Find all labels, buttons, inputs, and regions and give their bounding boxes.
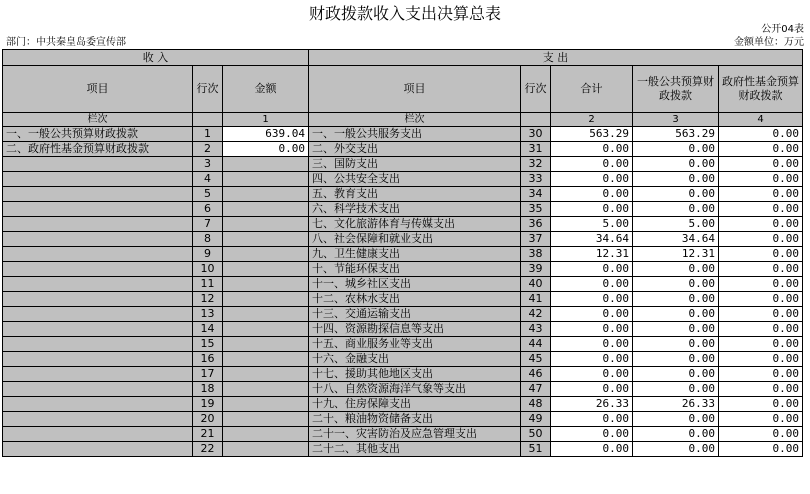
income-amount-cell (223, 277, 309, 292)
expense-row-no-cell: 38 (521, 247, 551, 262)
table-row (3, 427, 803, 442)
income-lanci-label: 栏次 (3, 113, 193, 127)
expense-row-no-cell: 42 (521, 307, 551, 322)
income-amount-cell (223, 202, 309, 217)
total-cell: 0.00 (551, 187, 633, 202)
expense-item-cell: 十七、援助其他地区支出 (309, 367, 521, 382)
table-row (3, 412, 803, 427)
income-row-no-cell: 2 (193, 142, 223, 157)
general-budget-cell: 0.00 (633, 142, 719, 157)
table-row (3, 202, 803, 217)
expense-row-no-cell: 47 (521, 382, 551, 397)
general-budget-cell: 0.00 (633, 202, 719, 217)
table-row (3, 337, 803, 352)
income-row-no-cell: 10 (193, 262, 223, 277)
total-cell: 5.00 (551, 217, 633, 232)
gov-fund-cell: 0.00 (719, 292, 803, 307)
income-amount-cell (223, 382, 309, 397)
income-row-no-cell: 17 (193, 367, 223, 382)
unit-label: 金额单位：万元 (734, 37, 804, 48)
income-item-cell (3, 247, 193, 262)
income-row-no-cell: 5 (193, 187, 223, 202)
expense-item-cell: 二十、粮油物资储备支出 (309, 412, 521, 427)
total-cell: 0.00 (551, 277, 633, 292)
income-row-no-cell: 13 (193, 307, 223, 322)
gov-fund-cell: 0.00 (719, 307, 803, 322)
income-lanci-blank (193, 113, 223, 127)
expense-row-no-cell: 48 (521, 397, 551, 412)
income-amount-cell (223, 337, 309, 352)
income-row-no-cell: 4 (193, 172, 223, 187)
general-budget-cell: 0.00 (633, 307, 719, 322)
expense-item-cell: 七、文化旅游体育与传媒支出 (309, 217, 521, 232)
income-row-no-cell: 1 (193, 127, 223, 142)
income-item-cell (3, 307, 193, 322)
table-row (3, 442, 803, 457)
gov-fund-cell: 0.00 (719, 322, 803, 337)
income-item-cell (3, 382, 193, 397)
total-cell: 0.00 (551, 322, 633, 337)
general-budget-cell: 0.00 (633, 412, 719, 427)
general-budget-cell: 12.31 (633, 247, 719, 262)
table-row (3, 307, 803, 322)
expense-item-cell: 二十一、灾害防治及应急管理支出 (309, 427, 521, 442)
income-amount-cell (223, 187, 309, 202)
expense-row-no-cell: 50 (521, 427, 551, 442)
income-row-no-cell: 11 (193, 277, 223, 292)
income-row-no-cell: 15 (193, 337, 223, 352)
gov-fund-cell: 0.00 (719, 412, 803, 427)
expense-row-no-cell: 34 (521, 187, 551, 202)
income-item-cell (3, 292, 193, 307)
gov-fund-cell: 0.00 (719, 442, 803, 457)
income-amount-cell (223, 247, 309, 262)
expense-item-cell: 十二、农林水支出 (309, 292, 521, 307)
gov-fund-cell: 0.00 (719, 262, 803, 277)
income-item-cell (3, 157, 193, 172)
income-item-cell (3, 442, 193, 457)
general-budget-cell: 0.00 (633, 337, 719, 352)
income-item-cell (3, 412, 193, 427)
total-header: 合计 (551, 66, 633, 113)
income-amount-cell (223, 307, 309, 322)
income-amount-header: 金额 (223, 66, 309, 113)
gov-fund-cell: 0.00 (719, 352, 803, 367)
expense-item-cell: 九、卫生健康支出 (309, 247, 521, 262)
gov-fund-cell: 0.00 (719, 232, 803, 247)
expense-row-no-cell: 43 (521, 322, 551, 337)
total-cell: 12.31 (551, 247, 633, 262)
general-budget-cell: 0.00 (633, 442, 719, 457)
expense-item-cell: 二、外交支出 (309, 142, 521, 157)
expense-row-no-cell: 39 (521, 262, 551, 277)
income-amount-cell (223, 157, 309, 172)
total-cell: 0.00 (551, 442, 633, 457)
expense-row-no-cell: 41 (521, 292, 551, 307)
general-budget-cell: 0.00 (633, 382, 719, 397)
expense-lanci-blank (521, 113, 551, 127)
income-row-no-cell: 6 (193, 202, 223, 217)
income-amount-cell (223, 292, 309, 307)
income-item-cell (3, 262, 193, 277)
income-item-cell (3, 352, 193, 367)
gov-fund-cell: 0.00 (719, 187, 803, 202)
income-item-header: 项目 (3, 66, 193, 113)
income-amount-cell (223, 367, 309, 382)
expense-item-cell: 十六、金融支出 (309, 352, 521, 367)
table-row (3, 262, 803, 277)
table-row (3, 367, 803, 382)
income-row-no-cell: 12 (193, 292, 223, 307)
total-cell: 0.00 (551, 157, 633, 172)
total-cell: 0.00 (551, 382, 633, 397)
income-item-cell (3, 232, 193, 247)
table-row (3, 232, 803, 247)
general-budget-cell: 0.00 (633, 187, 719, 202)
expense-item-cell: 十四、资源勘探信息等支出 (309, 322, 521, 337)
income-item-cell (3, 337, 193, 352)
expense-item-cell: 十、节能环保支出 (309, 262, 521, 277)
expense-row-no-cell: 44 (521, 337, 551, 352)
expense-row-no-cell: 31 (521, 142, 551, 157)
table-row (3, 172, 803, 187)
general-budget-cell: 0.00 (633, 262, 719, 277)
expense-row-no-cell: 35 (521, 202, 551, 217)
income-amount-cell (223, 322, 309, 337)
expense-item-cell: 二十二、其他支出 (309, 442, 521, 457)
general-budget-header: 一般公共预算财政拨款 (633, 66, 719, 113)
income-item-cell (3, 187, 193, 202)
income-row-no-cell: 22 (193, 442, 223, 457)
expense-row-no-cell: 51 (521, 442, 551, 457)
expense-row-no-cell: 40 (521, 277, 551, 292)
table-row (3, 322, 803, 337)
gov-fund-cell: 0.00 (719, 157, 803, 172)
income-row-no-header: 行次 (193, 66, 223, 113)
table-row (3, 157, 803, 172)
gov-fund-cell: 0.00 (719, 382, 803, 397)
income-amount-cell (223, 232, 309, 247)
income-row-no-cell: 21 (193, 427, 223, 442)
table-row (3, 292, 803, 307)
form-number: 公开04表 (761, 24, 804, 35)
total-cell: 0.00 (551, 427, 633, 442)
income-amount-cell (223, 442, 309, 457)
total-cell: 0.00 (551, 352, 633, 367)
expense-row-no-header: 行次 (521, 66, 551, 113)
expense-row-no-cell: 49 (521, 412, 551, 427)
gov-fund-cell: 0.00 (719, 127, 803, 142)
table-row (3, 352, 803, 367)
general-budget-cell: 34.64 (633, 232, 719, 247)
total-cell: 0.00 (551, 367, 633, 382)
income-amount-cell (223, 427, 309, 442)
income-amount-cell (223, 397, 309, 412)
expense-row-no-cell: 30 (521, 127, 551, 142)
total-cell: 34.64 (551, 232, 633, 247)
gov-fund-cell: 0.00 (719, 142, 803, 157)
expense-item-cell: 十五、商业服务业等支出 (309, 337, 521, 352)
expense-row-no-cell: 45 (521, 352, 551, 367)
general-budget-cell: 563.29 (633, 127, 719, 142)
total-cell: 0.00 (551, 142, 633, 157)
total-cell: 0.00 (551, 202, 633, 217)
table-row (3, 217, 803, 232)
expense-item-cell: 五、教育支出 (309, 187, 521, 202)
income-section-header: 收 入 (3, 50, 309, 66)
table-row (3, 247, 803, 262)
total-cell: 0.00 (551, 262, 633, 277)
expense-item-header: 项目 (309, 66, 521, 113)
gov-fund-cell: 0.00 (719, 337, 803, 352)
income-item-cell: 二、政府性基金预算财政拨款 (3, 142, 193, 157)
income-amount-cell: 0.00 (223, 142, 309, 157)
general-budget-cell: 0.00 (633, 277, 719, 292)
general-budget-cell: 0.00 (633, 322, 719, 337)
expense-item-cell: 四、公共安全支出 (309, 172, 521, 187)
income-amount-cell (223, 352, 309, 367)
expense-row-no-cell: 32 (521, 157, 551, 172)
expense-lanci-4: 4 (719, 113, 803, 127)
income-row-no-cell: 8 (193, 232, 223, 247)
expense-row-no-cell: 33 (521, 172, 551, 187)
income-row-no-cell: 14 (193, 322, 223, 337)
general-budget-cell: 5.00 (633, 217, 719, 232)
income-item-cell (3, 367, 193, 382)
general-budget-cell: 0.00 (633, 367, 719, 382)
income-lanci-1: 1 (223, 113, 309, 127)
expense-row-no-cell: 36 (521, 217, 551, 232)
gov-fund-cell: 0.00 (719, 247, 803, 262)
total-cell: 26.33 (551, 397, 633, 412)
budget-table (2, 49, 803, 457)
total-cell: 0.00 (551, 337, 633, 352)
table-row (3, 142, 803, 157)
expense-lanci-3: 3 (633, 113, 719, 127)
total-cell: 0.00 (551, 172, 633, 187)
department-label: 部门：中共秦皇岛委宣传部 (6, 37, 126, 48)
gov-fund-cell: 0.00 (719, 277, 803, 292)
expense-section-header: 支 出 (309, 50, 803, 66)
expense-item-cell: 六、科学技术支出 (309, 202, 521, 217)
income-amount-cell (223, 172, 309, 187)
expense-item-cell: 十九、住房保障支出 (309, 397, 521, 412)
income-item-cell (3, 202, 193, 217)
gov-fund-cell: 0.00 (719, 172, 803, 187)
income-amount-cell (223, 217, 309, 232)
table-row (3, 397, 803, 412)
general-budget-cell: 0.00 (633, 292, 719, 307)
gov-fund-cell: 0.00 (719, 217, 803, 232)
total-cell: 0.00 (551, 292, 633, 307)
general-budget-cell: 0.00 (633, 352, 719, 367)
general-budget-cell: 0.00 (633, 427, 719, 442)
expense-item-cell: 十一、城乡社区支出 (309, 277, 521, 292)
table-row (3, 277, 803, 292)
income-row-no-cell: 3 (193, 157, 223, 172)
expense-row-no-cell: 46 (521, 367, 551, 382)
income-item-cell (3, 277, 193, 292)
page-title: 财政拨款收入支出决算总表 (308, 4, 501, 23)
expense-row-no-cell: 37 (521, 232, 551, 247)
income-row-no-cell: 7 (193, 217, 223, 232)
table-row (3, 127, 803, 142)
gov-fund-cell: 0.00 (719, 427, 803, 442)
table-row (3, 187, 803, 202)
expense-lanci-label: 栏次 (309, 113, 521, 127)
income-amount-cell: 639.04 (223, 127, 309, 142)
income-row-no-cell: 19 (193, 397, 223, 412)
total-cell: 0.00 (551, 412, 633, 427)
gov-fund-cell: 0.00 (719, 367, 803, 382)
income-item-cell (3, 172, 193, 187)
income-item-cell (3, 217, 193, 232)
income-amount-cell (223, 412, 309, 427)
income-item-cell (3, 397, 193, 412)
income-row-no-cell: 16 (193, 352, 223, 367)
income-amount-cell (223, 262, 309, 277)
general-budget-cell: 0.00 (633, 157, 719, 172)
gov-fund-cell: 0.00 (719, 202, 803, 217)
gov-fund-cell: 0.00 (719, 397, 803, 412)
expense-item-cell: 一、一般公共服务支出 (309, 127, 521, 142)
expense-item-cell: 十三、交通运输支出 (309, 307, 521, 322)
total-cell: 563.29 (551, 127, 633, 142)
income-item-cell: 一、一般公共预算财政拨款 (3, 127, 193, 142)
income-row-no-cell: 18 (193, 382, 223, 397)
income-item-cell (3, 322, 193, 337)
income-item-cell (3, 427, 193, 442)
expense-item-cell: 十八、自然资源海洋气象等支出 (309, 382, 521, 397)
income-row-no-cell: 9 (193, 247, 223, 262)
expense-item-cell: 八、社会保障和就业支出 (309, 232, 521, 247)
gov-fund-header: 政府性基金预算财政拨款 (719, 66, 803, 113)
total-cell: 0.00 (551, 307, 633, 322)
general-budget-cell: 0.00 (633, 172, 719, 187)
income-row-no-cell: 20 (193, 412, 223, 427)
table-row (3, 382, 803, 397)
expense-lanci-2: 2 (551, 113, 633, 127)
general-budget-cell: 26.33 (633, 397, 719, 412)
expense-item-cell: 三、国防支出 (309, 157, 521, 172)
